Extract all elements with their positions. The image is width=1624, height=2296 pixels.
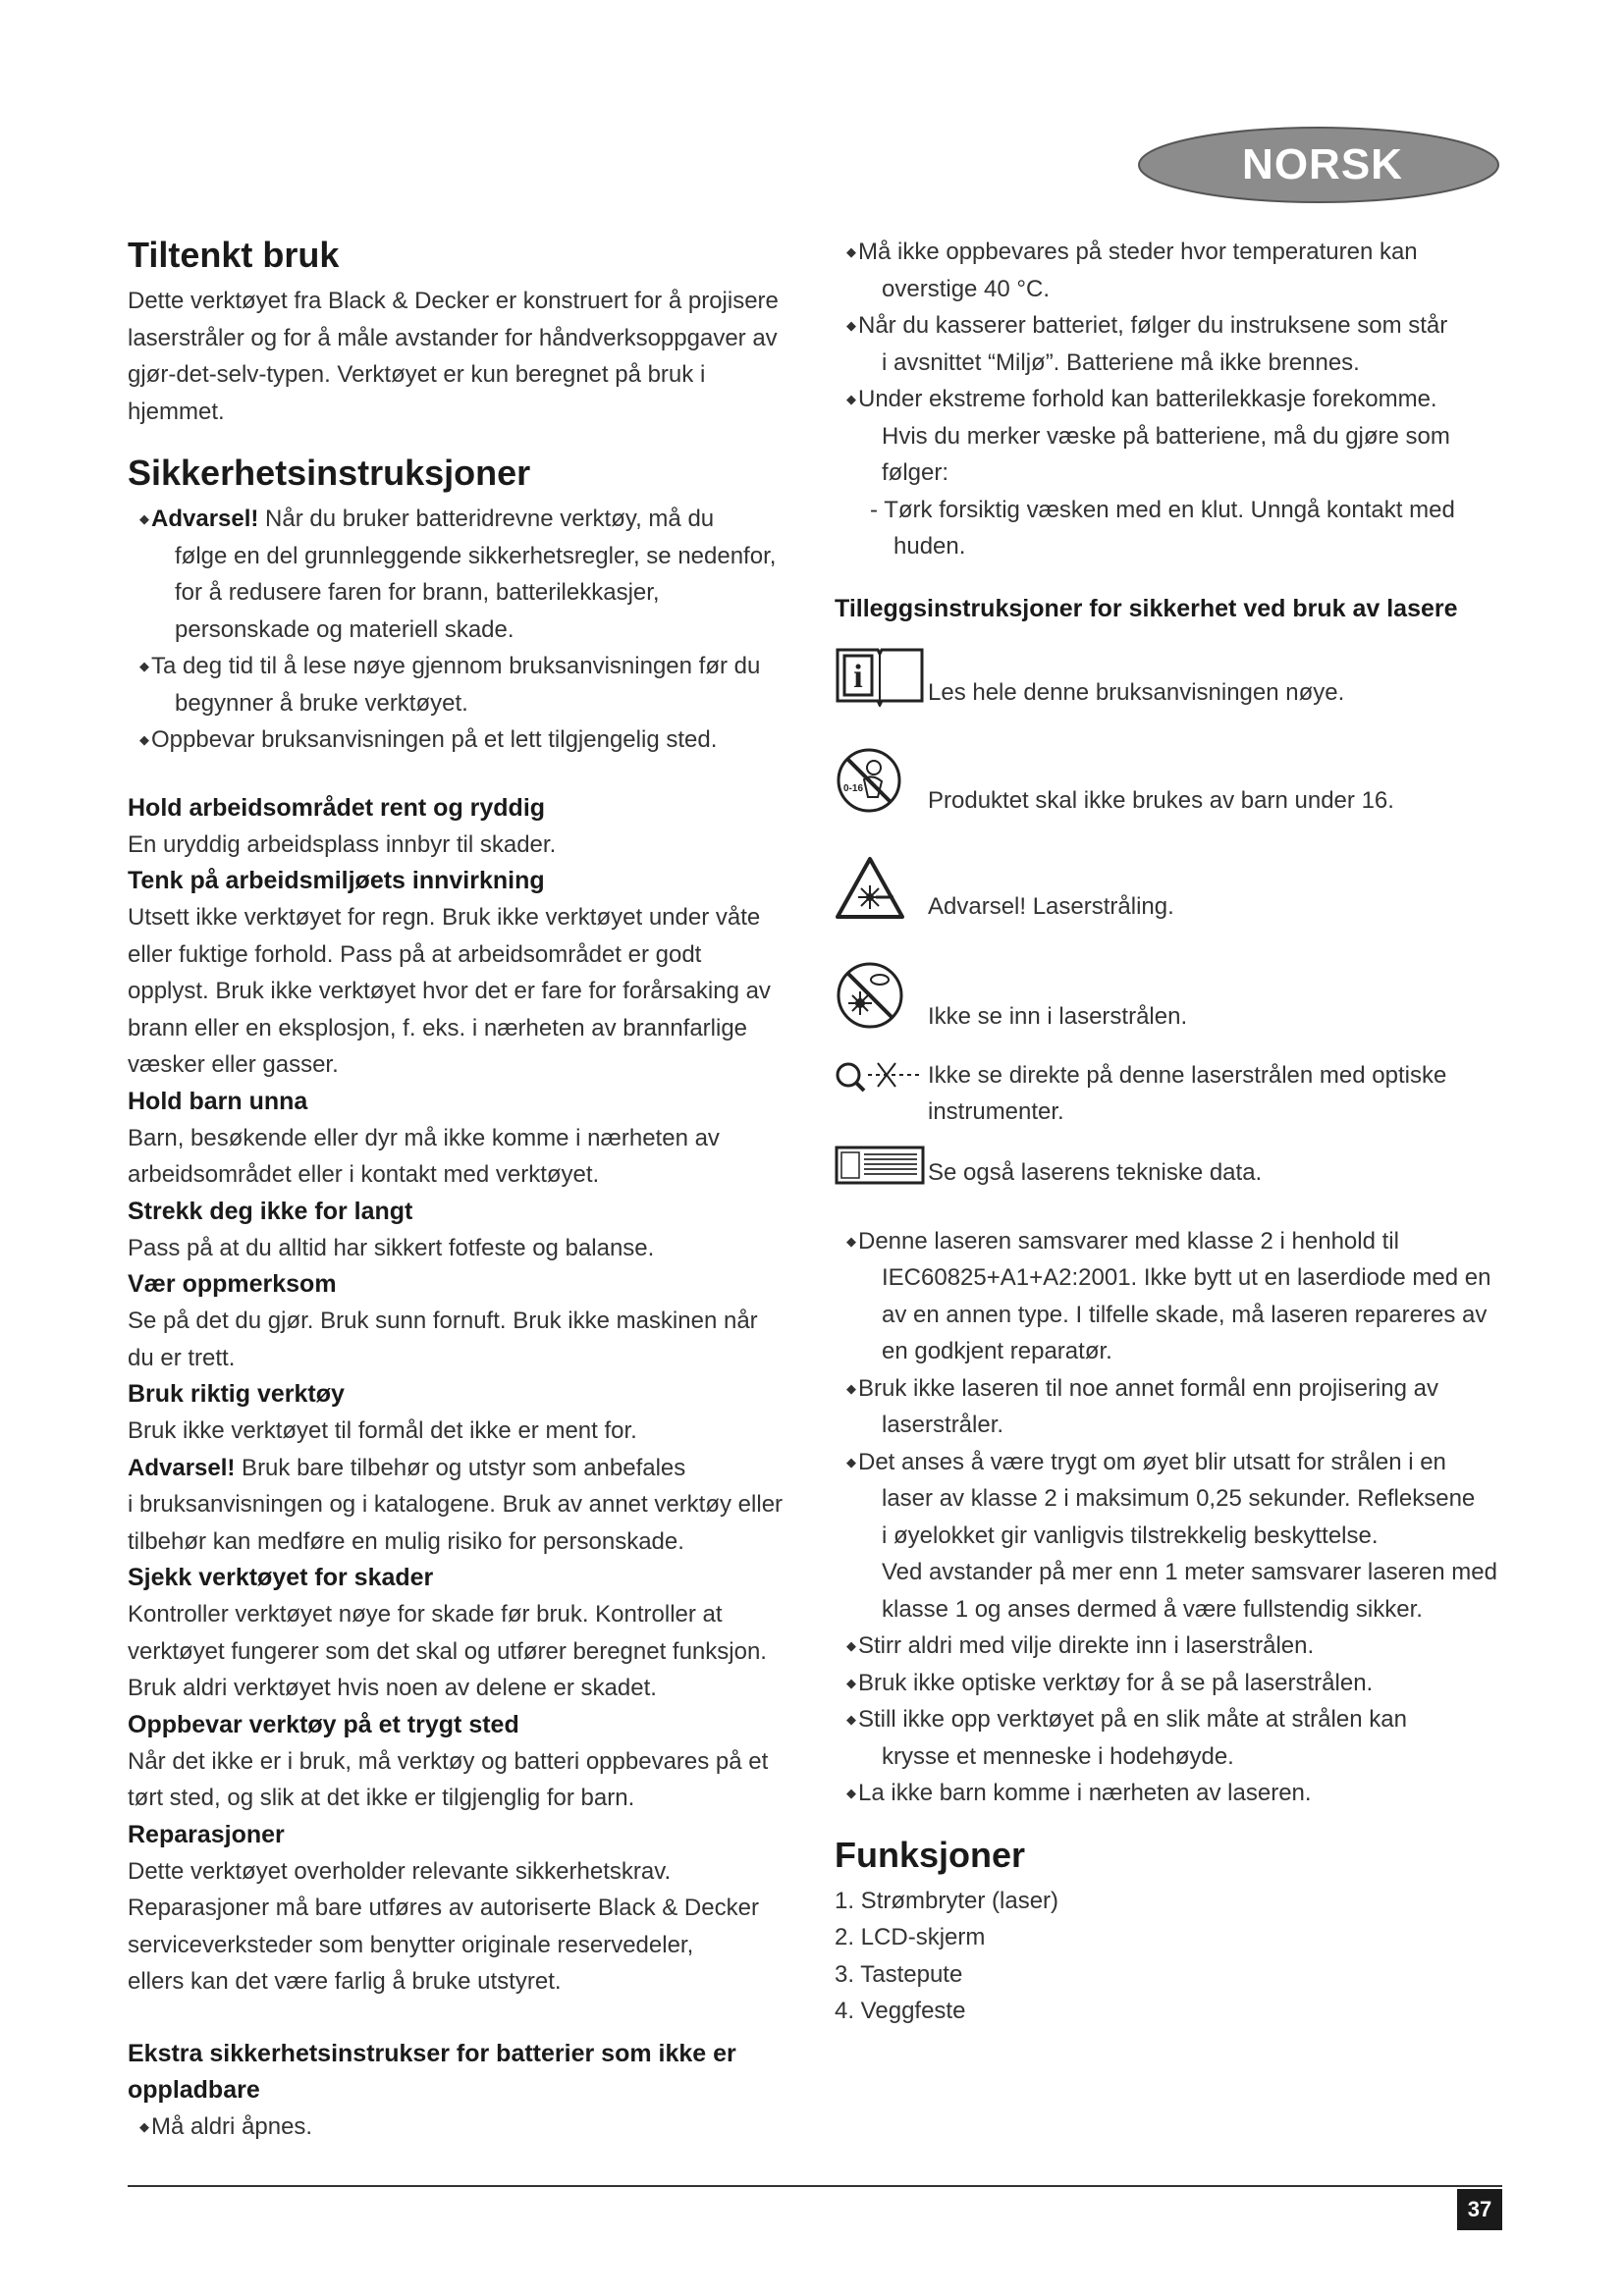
text-span: huden. [893,533,966,560]
right-tool-section [128,1376,795,1560]
list-item [835,307,1512,381]
text-span: Må aldri åpnes. [151,2112,313,2140]
footer-rule [128,2185,1502,2187]
text-span: i øyelokket gir vanligvis tilstrekkelig beskyttelse. [882,1522,1379,1549]
text-line: laserstråler og for å måle avstander for håndverksoppgaver av [128,324,778,351]
page-number: 37 [1457,2189,1502,2230]
text-line: tørt sted, og slik at det ikke er tilgjenglig for barn. [128,1785,635,1811]
warning-label: Advarsel! [151,506,259,532]
manual-info-icon [835,646,925,707]
storage-section [128,1707,795,1817]
text-span: Bruk bare tilbehør og utstyr som anbefales [235,1454,686,1481]
text-line [128,1450,795,1487]
list-item [128,501,795,648]
intended-use-section [128,234,795,430]
text-span: Bruk ikke laseren til noe annet formål enn projisering av [858,1374,1438,1402]
right-column [835,234,1512,2030]
text-line: du er trett. [128,1344,236,1371]
text-line: væsker eller gasser. [128,1051,339,1078]
laser-warning-icon [835,856,905,921]
work-area-section [128,790,795,864]
text-line: En uryddig arbeidsplass innbyr til skader. [128,830,557,858]
battery-bullets [128,2109,795,2146]
feature-item: 1. Strømbryter (laser) [835,1887,1059,1914]
list-item [835,234,1512,307]
text-span: følger: [882,459,949,486]
icon-row [835,959,1512,1036]
text-line: Reparasjoner må bare utføres av autoriserte Black & Decker [128,1895,759,1921]
text-span: følge en del grunnleggende sikkerhetsregler, se nedenfor, [175,542,777,569]
icon-row [835,745,1512,820]
text-line: tilbehør kan medføre en mulig risiko for personskade. [128,1527,684,1555]
intended-use-heading: Tiltenkt bruk [128,235,340,275]
check-damage-heading: Sjekk verktøyet for skader [128,1564,434,1591]
text-line: serviceverksteder som benytter originale reservedeler, [128,1931,694,1958]
icon-row [835,1145,1512,1192]
text-line: Kontroller verktøyet nøye for skade før bruk. Kontroller at [128,1601,723,1628]
text-line: Pass på at du alltid har sikkert fotfeste og balanse. [128,1234,655,1261]
text-line: Bruk aldri verktøyet hvis noen av delene er skadet. [128,1675,657,1701]
text-span: Stirr aldri med vilje direkte inn i laserstrålen. [858,1632,1315,1659]
safety-section [128,452,795,759]
text-span: en godkjent reparatør. [882,1338,1112,1364]
laser-label-icon [835,1144,925,1187]
repairs-heading: Reparasjoner [128,1820,285,1848]
icon-caption: Produktet skal ikke brukes av barn under 16. [928,787,1394,814]
text-span: overstige 40 °C. [882,275,1051,302]
list-item [128,2109,795,2146]
text-span: begynner å bruke verktøyet. [175,689,468,717]
text-span: krysse et menneske i hodehøyde. [882,1742,1234,1770]
icon-caption: Ikke se inn i laserstrålen. [928,1003,1188,1030]
text-span: laserstråler. [882,1412,1004,1438]
feature-item: 2. LCD-skjerm [835,1924,986,1950]
text-line: arbeidsområdet eller i kontakt med verktøyet. [128,1161,600,1188]
age-label: 0-16 [842,782,864,794]
text-span: klasse 1 og anses dermed å være fullstendig sikker. [882,1595,1423,1623]
text-line: verktøyet fungerer som det skal og utfører beregnet funksjon. [128,1637,767,1665]
list-item [128,721,795,759]
text-span: Når du kasserer batteriet, følger du instruksene som står [858,312,1448,339]
text-span: Ved avstander på mer enn 1 meter samsvarer laseren med [882,1559,1497,1585]
features-section [835,1834,1512,2030]
feature-item: 3. Tastepute [835,1960,963,1988]
list-item [835,1701,1512,1775]
language-label: NORSK [1242,140,1403,188]
text-line: gjør-det-selv-typen. Verktøyet er kun beregnet på bruk i hjemmet. [128,361,706,425]
text-span: IEC60825+A1+A2:2001. Ikke bytt ut en laserdiode med en [882,1264,1491,1291]
list-item [835,1444,1512,1629]
icon-row [835,1057,1512,1131]
text-span: Still ikke opp verktøyet på en slik måte at strålen kan [858,1706,1407,1733]
text-span: Det anses å være trygt om øyet blir utsatt for strålen i en [858,1448,1446,1475]
text-span: Under ekstreme forhold kan batterilekkasje forekomme. [858,386,1437,412]
features-list [835,1883,1512,2030]
text-span: i avsnittet “Miljø”. Batteriene må ikke brennes. [882,348,1360,376]
left-column [128,234,795,2145]
text-span: - Tørk forsiktig væsken med en klut. Unngå kontakt med [870,496,1455,523]
environment-section [128,863,795,1084]
list-item [835,381,1512,492]
dash-item [835,492,1512,565]
battery-heading-cont: oppladbare [128,2075,260,2104]
features-heading: Funksjoner [835,1834,1026,1875]
storage-heading: Oppbevar verktøy på et trygt sted [128,1710,519,1738]
children-section [128,1084,795,1194]
text-line: Når det ikke er i bruk, må verktøy og batteri oppbevares på et [128,1747,769,1775]
text-span: Oppbevar bruksanvisningen på et lett tilgjengelig sted. [151,726,718,753]
feature-item: 4. Veggfeste [835,1998,966,2024]
text-line: opplyst. Bruk ikke verktøyet hvor det er fare for forårsaking av [128,978,771,1004]
text-span: for å redusere faren for brann, batterilekkasjer, [175,579,660,606]
text-span: laser av klasse 2 i maksimum 0,25 sekunder. Refleksene [882,1485,1476,1512]
icon-caption: instrumenter. [928,1098,1064,1125]
list-item [835,1223,1512,1370]
repairs-section [128,1817,795,2001]
icon-row [835,647,1512,712]
text-line: eller fuktige forhold. Pass på at arbeidsområdet er godt [128,940,702,968]
alert-section [128,1266,795,1376]
text-line: Se på det du gjør. Bruk sunn fornuft. Bruk ikke maskinen når [128,1308,758,1334]
list-item [128,648,795,721]
list-item [835,1628,1512,1665]
battery-heading: Ekstra sikkerhetsinstrukser for batterier som ikke er [128,2039,736,2067]
text-span: av en annen type. I tilfelle skade, må laseren repareres av [882,1301,1488,1328]
icon-list [835,647,1512,1192]
svg-text:i: i [853,658,863,695]
overreach-section [128,1194,795,1267]
text-span: Denne laseren samsvarer med klasse 2 i henhold til [858,1227,1399,1255]
icon-caption-block [928,1057,1446,1131]
check-damage-section [128,1560,795,1707]
text-span: Bruk ikke optiske verktøy for å se på laserstrålen. [858,1669,1374,1696]
icon-caption: Advarsel! Laserstråling. [928,893,1174,920]
work-area-heading: Hold arbeidsområdet rent og ryddig [128,793,546,822]
right-tool-heading: Bruk riktig verktøy [128,1380,345,1408]
text-span: Hvis du merker væske på batteriene, må du gjøre som [882,422,1450,450]
text-span: Må ikke oppbevares på steder hvor temperaturen kan [858,239,1418,265]
icon-caption: Ikke se direkte på denne laserstrålen med optiske [928,1061,1447,1089]
safety-heading: Sikkerhetsinstruksjoner [128,453,531,493]
text-span: La ikke barn komme i nærheten av laseren. [858,1780,1312,1806]
laser-heading: Tilleggsinstruksjoner for sikkerhet ved bruk av lasere [835,594,1458,622]
text-span: Når du bruker batteridrevne verktøy, må du [258,506,715,532]
laser-bullets [835,1223,1512,1812]
battery-bullets-cont [835,234,1512,492]
list-item [835,1370,1512,1444]
text-line: Dette verktøyet overholder relevante sikkerhetskrav. [128,1857,672,1885]
alert-heading: Vær oppmerksom [128,1270,337,1298]
environment-heading: Tenk på arbeidsmiljøets innvirkning [128,867,545,894]
icon-caption: Les hele denne bruksanvisningen nøye. [928,679,1345,706]
text-line: Bruk ikke verktøyet til formål det ikke er ment for. [128,1417,637,1444]
safety-bullets [128,501,795,759]
text-line: i bruksanvisningen og i katalogene. Bruk av annet verktøy eller [128,1491,784,1518]
text-line: brann eller en eksplosjon, f. eks. i nærheten av brannfarlige [128,1014,748,1041]
text-span: Ta deg tid til å lese nøye gjennom bruksanvisningen før du [151,653,761,679]
no-optical-icon [835,1059,923,1098]
list-item [835,1775,1512,1812]
children-heading: Hold barn unna [128,1087,308,1115]
text-line: Utsett ikke verktøyet for regn. Bruk ikke verktøyet under våte [128,904,761,931]
battery-section [128,2036,795,2146]
list-item [835,1665,1512,1702]
overreach-heading: Strekk deg ikke for langt [128,1197,413,1225]
no-children-icon [835,746,903,815]
no-stare-laser-icon [835,960,905,1031]
icon-caption: Se også laserens tekniske data. [928,1159,1263,1186]
text-line: ellers kan det være farlig å bruke utstyret. [128,1968,562,1995]
text-line: Barn, besøkende eller dyr må ikke komme i nærheten av [128,1124,720,1151]
icon-row [835,855,1512,926]
text-line: Dette verktøyet fra Black & Decker er konstruert for å projisere [128,288,779,314]
language-badge [1137,126,1500,204]
text-span: personskade og materiell skade. [175,615,514,643]
warning-label: Advarsel! [128,1454,236,1481]
